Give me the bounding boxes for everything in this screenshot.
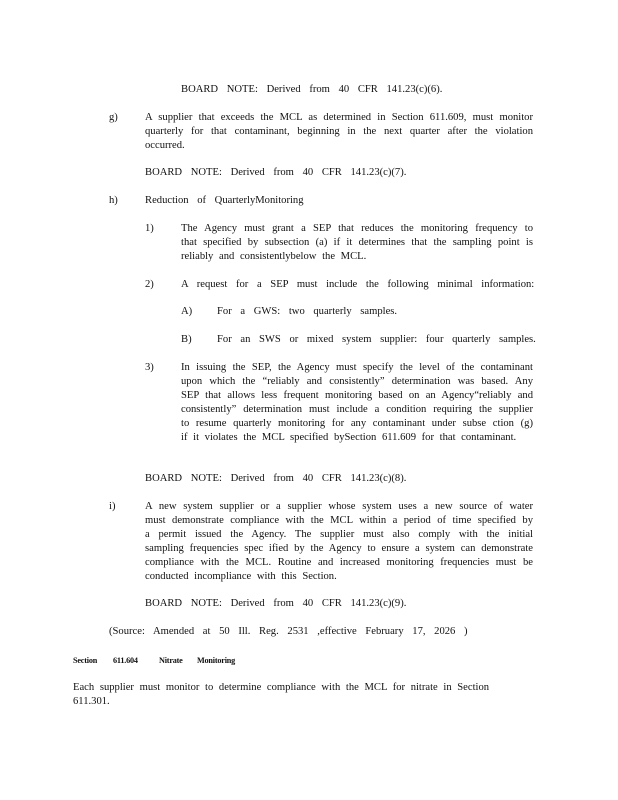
board-note-c9: BOARD NOTE: Derived from 40 CFR 141.23(c)(9). <box>145 598 407 609</box>
item-h-heading: Reduction of QuarterlyMonitoring <box>145 195 304 206</box>
item-h3-label: 3) <box>145 362 154 373</box>
item-h1-label: 1) <box>145 223 154 234</box>
item-g-label: g) <box>109 112 118 123</box>
item-h3-text: In issuing the SEP, the Agency must specify the level of the contaminant upon which the “reliably and consistently” determination was based. Any SEP that allows less frequent monitoring based on an Agency“reliably and consistently” determination must include a condition requiring the supplier to resume quarterly monitoring for any contaminant under subse ction (g) if it violates the MCL specified bySection 611.609 for that contaminant. <box>181 362 533 443</box>
item-i-label: i) <box>109 501 116 512</box>
item-h2b-label: B) <box>181 334 192 345</box>
section-title-1: Nitrate <box>159 656 183 665</box>
section-word: Section <box>73 656 98 665</box>
section-title-2: Monitoring <box>197 656 236 665</box>
item-h2-label: 2) <box>145 279 154 290</box>
item-h1-text: The Agency must grant a SEP that reduces the monitoring frequency to that specified by subsection (a) if it determines that the sampling point is reliably and consistentlybelow the MCL. <box>181 223 533 262</box>
source-note: (Source: Amended at 50 Ill. Reg. 2531 ,effective February 17, 2026 ) <box>109 626 468 637</box>
board-note-c7: BOARD NOTE: Derived from 40 CFR 141.23(c)(7). <box>145 167 407 178</box>
item-i-text: A new system supplier or a supplier whose system uses a new source of water must demonstrate compliance with the MCL within a period of time specified by a permit issued the Agency. The supplier must also comply with the initial sampling frequencies spec ified by the Agency to ensure a system can demonstrate compliance with the MCL. Routine and increased monitoring frequencies must be conducted incompliance with this Section. <box>145 501 533 582</box>
section-number: 611.604 <box>113 656 138 665</box>
closing-paragraph: Each supplier must monitor to determine compliance with the MCL for nitrate in Section 611.301. <box>73 682 490 707</box>
board-note-c8: BOARD NOTE: Derived from 40 CFR 141.23(c)(8). <box>145 473 407 484</box>
item-h2a-label: A) <box>181 306 193 317</box>
item-h-label: h) <box>109 195 118 206</box>
item-h2b-text: For an SWS or mixed system supplier: four quarterly samples. <box>217 334 536 345</box>
item-g-text: A supplier that exceeds the MCL as determined in Section 611.609, must monitor quarterly for that contaminant, beginning in the next quarter after the violation occurred. <box>145 112 533 151</box>
item-h2a-text: For a GWS: two quarterly samples. <box>217 306 398 317</box>
item-h2-text: A request for a SEP must include the following minimal information: <box>181 279 535 290</box>
board-note-c6: BOARD NOTE: Derived from 40 CFR 141.23(c)(6). <box>181 84 443 95</box>
section-heading <box>73 654 235 668</box>
